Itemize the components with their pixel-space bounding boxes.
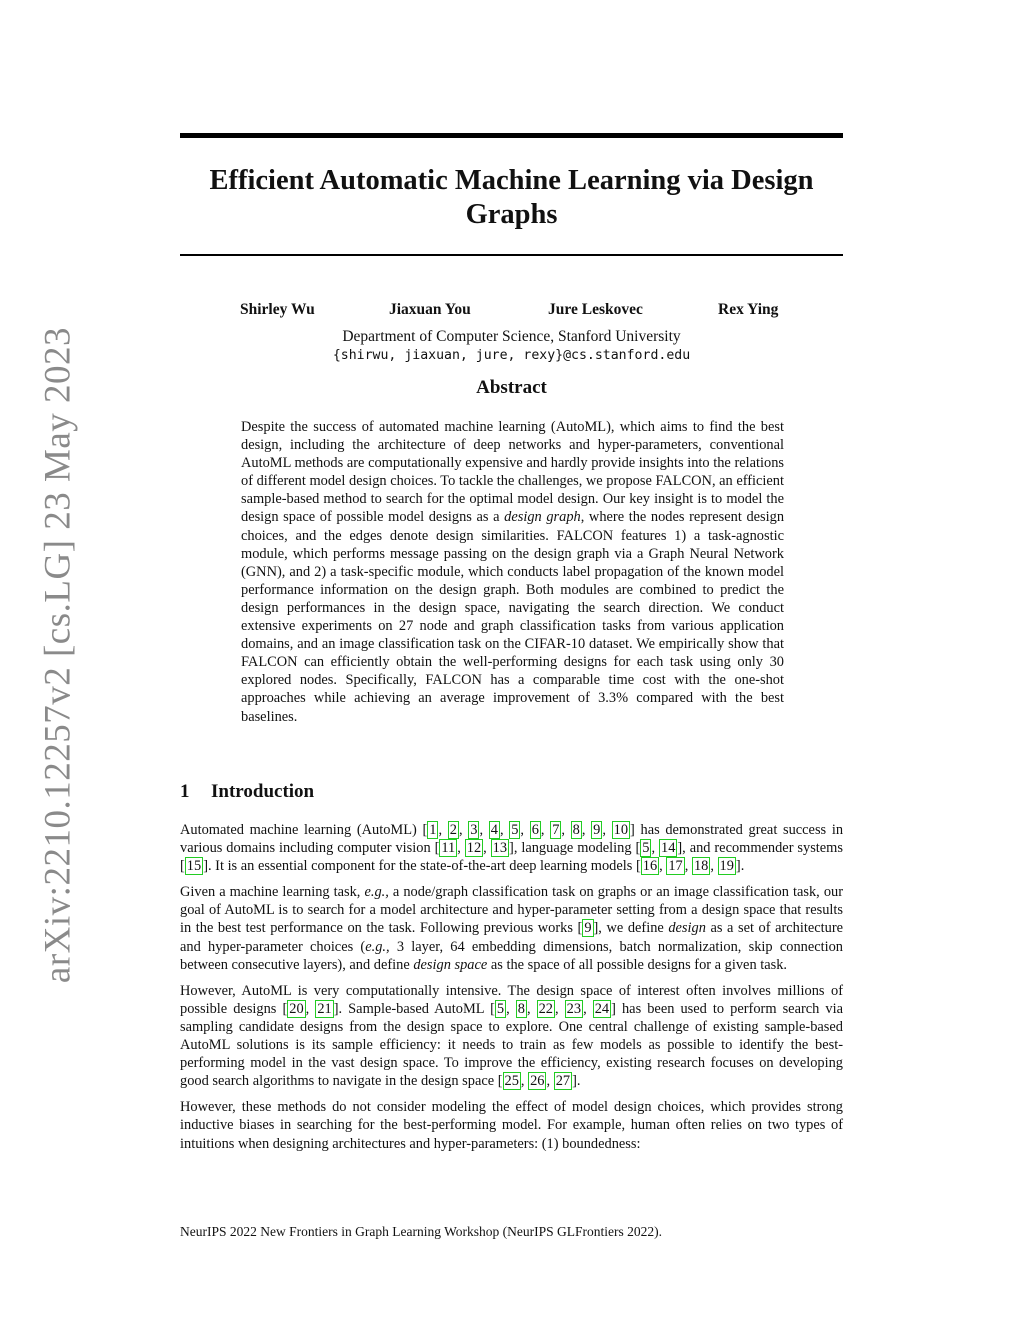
paragraph <box>180 883 843 973</box>
title-line-2: Graphs <box>465 199 558 230</box>
text-run: as the space of all possible designs for a given task. <box>487 956 788 973</box>
citation-group <box>582 919 593 937</box>
arxiv-identifier-stamp: arXiv:2210.12257v2 [cs.LG] 23 May 2023 <box>37 326 79 984</box>
venue-footnote: NeurIPS 2022 New Frontiers in Graph Learning Workshop (NeurIPS GLFrontiers 2022). <box>180 1224 662 1239</box>
abstract-text <box>241 418 784 726</box>
citation-group: 5 , 14 <box>642 840 676 857</box>
italic-abbreviation: e.g., <box>364 884 389 901</box>
abstract-text-part: , where the nodes represent design choices, and the edges denote design similarities. FALCON features 1) a task-agnostic module, which performs message passing on the design graph via a Graph Neural Network (GNN), and 2) a task-specific module, which conducts label propagation of the known model performance information on the design graph. Both modules are combined to predict the design performances in the design space, navigating the search direction. We conduct extensive experiments on 27 node and graph classification tasks from various application domains, and an image classification task on the CIFAR-10 dataset. We empirically show that FALCON can efficiently obtain the well-performing designs for each task using only 30 explored nodes. Specifically, FALCON has a comparable time cost with the one-shot approaches while achieving an average improvement of 3.3% compared with the best baselines. <box>241 509 785 725</box>
citation-link[interactable]: 5 <box>511 822 519 838</box>
paragraph <box>180 821 843 875</box>
citation-link[interactable]: 1 <box>429 822 437 838</box>
citation-link[interactable]: 18 <box>693 858 709 875</box>
citation-link[interactable]: 19 <box>719 858 734 875</box>
citation-group: 11 , 12 , 13 <box>441 840 508 857</box>
citation-link[interactable]: 22 <box>538 1000 553 1017</box>
title-top-rule <box>180 133 843 138</box>
citation-link[interactable]: 4 <box>490 822 498 838</box>
citation-group <box>185 857 203 875</box>
citation-link[interactable]: 23 <box>566 1000 582 1017</box>
italic-term: design <box>668 920 706 937</box>
text-run: Given a machine learning task, <box>180 884 365 901</box>
citation-link[interactable]: 10 <box>613 822 629 838</box>
text-run: ]. Sample-based AutoML [ <box>333 1000 495 1017</box>
section-number: 1 <box>180 781 190 802</box>
author-name: Jure Leskovec <box>548 301 643 318</box>
text-run: 3 layer, 64 embedding dimensions, batch normalization, skip connection between consecutive layers), and define <box>180 938 843 973</box>
text-run: as a set of architecture and hyper-parameter choices ( <box>180 920 843 955</box>
citation-link[interactable]: 20 <box>289 1000 304 1017</box>
citation-link[interactable]: 14 <box>661 840 676 857</box>
text-run: ], and recommender systems [ <box>180 840 843 875</box>
citation-group: 16 , 17 , 18 , 19 <box>642 858 734 875</box>
introduction-body <box>180 821 843 1161</box>
text-run: Automated machine learning (AutoML) [ <box>180 822 428 838</box>
author-name: Jiaxuan You <box>389 301 471 318</box>
citation-link[interactable]: 11 <box>441 840 456 857</box>
citation-link[interactable]: 5 <box>496 1000 505 1017</box>
citation-link[interactable]: 3 <box>470 822 478 838</box>
citation-link[interactable]: 9 <box>584 920 592 937</box>
citation-link[interactable]: 6 <box>531 822 539 838</box>
text-run: ]. <box>735 858 745 875</box>
citation-link[interactable]: 16 <box>642 858 658 875</box>
author-name: Rex Ying <box>718 301 779 318</box>
citation-link[interactable]: 12 <box>466 840 482 857</box>
citation-link[interactable]: 5 <box>642 840 650 857</box>
text-run: ]. <box>572 1073 581 1090</box>
title-line-1: Efficient Automatic Machine Learning via Design <box>209 165 814 196</box>
title-bottom-rule <box>180 254 843 256</box>
citation-link[interactable]: 25 <box>504 1073 519 1090</box>
citation-link[interactable]: 9 <box>593 822 601 838</box>
italic-term: design space <box>413 956 488 973</box>
section-heading <box>180 781 314 803</box>
abstract-text-part: Despite the success of automated machine learning (AutoML), which aims to find the best design, including the architecture of deep networks and hyper-parameters, conventional AutoML methods are computationally expensive and hardly provide insights into the relations of different model design choices. To tackle the challenges, we propose FALCON, an efficient sample-based method to search for the optimal model design. Our key insight is to model the design space of possible model designs as a <box>241 419 785 526</box>
paragraph <box>180 1098 843 1152</box>
citation-link[interactable]: 8 <box>572 822 580 838</box>
citation-link[interactable]: 2 <box>449 822 457 838</box>
text-run: a node/graph classification task on graphs or an image classification task, our goal of AutoML is to search for a model architecture and hyper-parameter setting from a design space that results in the best test performance on the task. Following previous works [ <box>180 884 844 937</box>
citation-group: 25 , 26 , 27 <box>504 1073 571 1090</box>
citation-link[interactable]: 24 <box>594 1000 610 1017</box>
citation-link[interactable]: 8 <box>517 1000 525 1017</box>
citation-group: 20 , 21 <box>289 1000 332 1017</box>
text-run: ], language modeling [ <box>509 840 641 857</box>
text-run: ] has demonstrated great success in various domains including computer vision [ <box>180 822 844 857</box>
citation-group: 1 , 2 , 3 , 4 , 5 , 6 , 7 , 8 , 9 , 10 <box>429 822 629 838</box>
author-name: Shirley Wu <box>240 301 315 318</box>
text-run: ]. It is an essential component for the state-of-the-art deep learning models [ <box>203 858 641 875</box>
abstract-heading: Abstract <box>476 377 547 398</box>
citation-link[interactable]: 26 <box>530 1073 545 1090</box>
italic-abbreviation: e.g., <box>365 938 390 955</box>
citation-group: 5 , 8 , 22 , 23 , 24 <box>496 1000 610 1017</box>
text-run: However, AutoML is very computationally intensive. The design space of interest often involves millions of possible designs [ <box>180 982 843 1017</box>
citation-link[interactable]: 27 <box>555 1073 571 1090</box>
paper-title <box>180 164 843 232</box>
affiliation: Department of Computer Science, Stanford University <box>342 328 681 345</box>
citation-link[interactable]: 17 <box>668 858 683 875</box>
text-run: However, these methods do not consider modeling the effect of model design choices, which provides strong inductive biases in searching for the best-performing model. For example, human often relies on two types of intuitions when designing architectures and hyper-parameters: (1) boundedness: <box>180 1099 843 1152</box>
paragraph <box>180 982 843 1091</box>
author-emails: {shirwu, jiaxuan, jure, rexy}@cs.stanford.edu <box>332 348 691 363</box>
section-title: Introduction <box>211 781 315 802</box>
abstract-italic-term: design graph <box>504 509 581 526</box>
text-run: ] has been used to perform search via sampling candidate designs from the design space to explore. One central challenge of existing sample-based AutoML solutions is its sample efficiency: it needs to train as few models as possible to identify the best-performing model in the vast design space. To improve the efficiency, existing research focuses on developing good search algorithms to navigate in the design space [ <box>180 1000 843 1090</box>
citation-link[interactable]: 21 <box>317 1000 332 1017</box>
citation-link[interactable]: 13 <box>492 840 508 857</box>
citation-link[interactable]: 15 <box>186 858 202 875</box>
text-run: ], we define <box>593 920 669 937</box>
citation-link[interactable]: 7 <box>552 822 560 838</box>
